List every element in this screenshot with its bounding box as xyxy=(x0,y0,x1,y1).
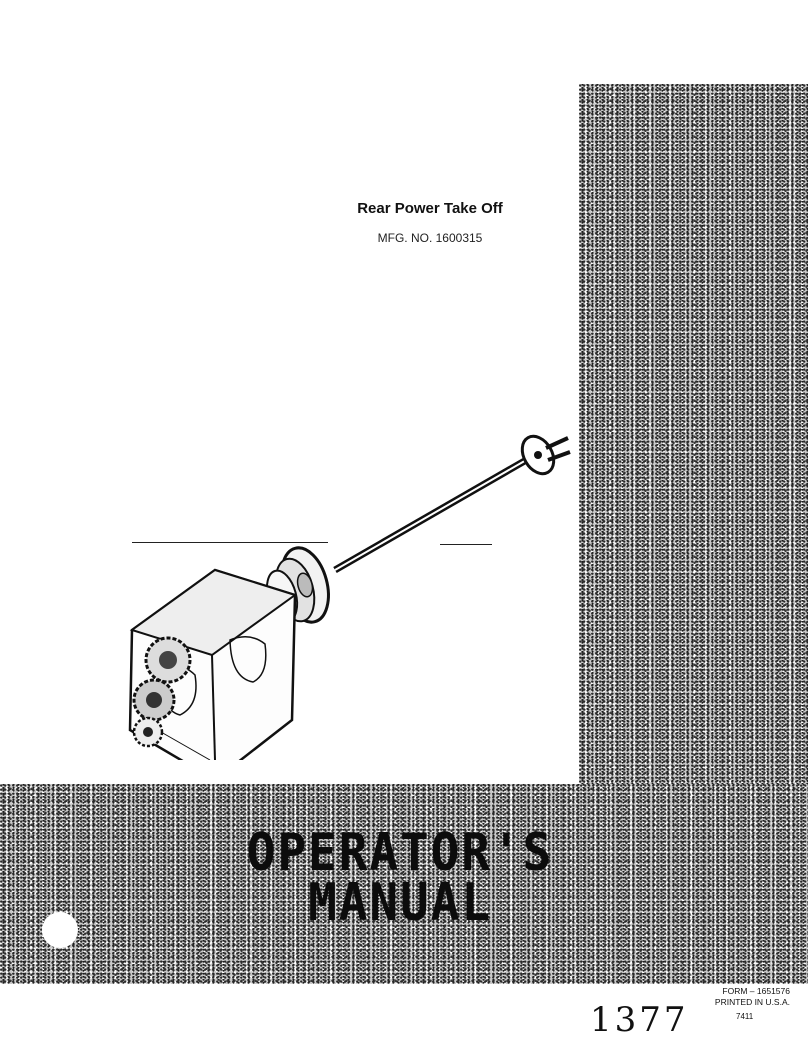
form-number: FORM – 1651576 xyxy=(722,986,790,996)
mfg-number: MFG. NO. 1600315 xyxy=(377,231,483,245)
product-title: Rear Power Take Off xyxy=(357,200,503,217)
binder-hole xyxy=(42,912,78,948)
title-block xyxy=(300,200,560,245)
halftone-panel-right xyxy=(579,84,808,784)
pto-assembly-drawing xyxy=(120,420,590,760)
handwritten-number: 1377 xyxy=(590,1000,689,1040)
manual-title xyxy=(216,823,584,933)
manual-title-line2: MANUAL xyxy=(308,873,492,933)
form-info xyxy=(715,986,790,1008)
manual-title-line1: OPERATOR'S xyxy=(246,823,554,883)
printed-in: PRINTED IN U.S.A. xyxy=(714,997,790,1007)
print-code: 7411 xyxy=(736,1012,754,1021)
yoke-coupling xyxy=(516,431,570,480)
